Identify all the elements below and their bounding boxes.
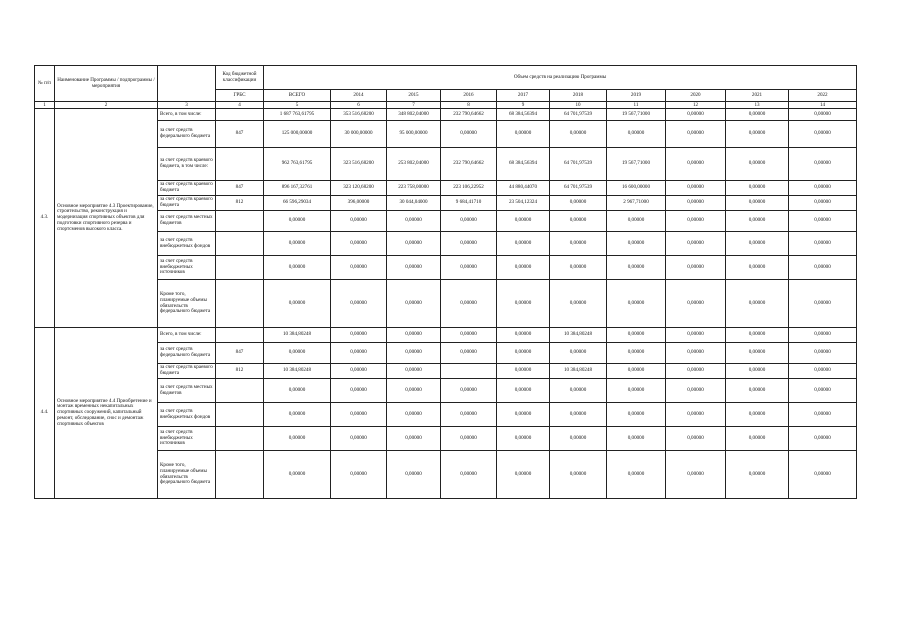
column-number: 10 (550, 102, 607, 109)
amount-cell: 0,00000 (726, 379, 789, 403)
table-row (35, 451, 857, 499)
grbs-code: 812 (216, 196, 264, 211)
amount-cell: 0,00000 (666, 451, 726, 499)
amount-cell: 0,00000 (726, 343, 789, 364)
table-row (35, 403, 857, 427)
amount-cell: 0,00000 (441, 232, 497, 256)
amount-cell: 0,00000 (387, 280, 441, 328)
amount-cell: 0,00000 (331, 211, 387, 232)
table-row (35, 256, 857, 280)
amount-cell: 396,00000 (331, 196, 387, 211)
table-row (35, 232, 857, 256)
amount-cell: 0,00000 (789, 181, 857, 196)
column-number: 12 (666, 102, 726, 109)
amount-cell: 0,00000 (497, 343, 550, 364)
amount-cell: 223 106,22952 (441, 181, 497, 196)
amount-cell: 0,00000 (726, 109, 789, 121)
amount-cell: 0,00000 (264, 256, 331, 280)
amount-cell: 30 044,04000 (387, 196, 441, 211)
document-page (34, 65, 856, 499)
table-row (35, 427, 857, 451)
funding-source: за счет средств краевого бюджета (158, 181, 216, 196)
column-number: 6 (331, 102, 387, 109)
grbs-code (216, 211, 264, 232)
amount-cell: 0,00000 (497, 232, 550, 256)
amount-cell: 0,00000 (726, 403, 789, 427)
amount-cell: 323 516,68200 (331, 148, 387, 181)
amount-cell: 19 567,71000 (607, 109, 666, 121)
amount-cell: 68 384,56394 (497, 148, 550, 181)
section-number: 4.4. (35, 328, 55, 499)
grbs-code: 847 (216, 181, 264, 196)
grbs-code: 847 (216, 121, 264, 148)
amount-cell: 0,00000 (331, 379, 387, 403)
amount-cell: 0,00000 (607, 256, 666, 280)
table-row (35, 328, 857, 343)
column-number: 7 (387, 102, 441, 109)
funding-source: за счет средств внебюджетных источников (158, 256, 216, 280)
section-name: Основное мероприятие 4.3 Проектирование, строительство, реконструкция и модернизация спортивных объектов для подготовки спортивного резерва и спортсменов высокого класса. (55, 109, 158, 328)
amount-cell: 1 687 763,61795 (264, 109, 331, 121)
table-row (35, 148, 857, 181)
amount-cell: 323 120,68200 (331, 181, 387, 196)
amount-cell: 0,00000 (726, 451, 789, 499)
amount-cell: 0,00000 (666, 343, 726, 364)
funding-source: за счет средств местных бюджетов (158, 211, 216, 232)
header-grbs: ГРБС (216, 90, 264, 102)
amount-cell: 0,00000 (331, 343, 387, 364)
amount-cell: 0,00000 (331, 403, 387, 427)
funding-source: Кроме того, планируемые объемы обязательств федерального бюджета (158, 280, 216, 328)
amount-cell: 0,00000 (387, 343, 441, 364)
amount-cell: 0,00000 (497, 379, 550, 403)
amount-cell: 0,00000 (441, 451, 497, 499)
amount-cell: 0,00000 (789, 280, 857, 328)
amount-cell: 348 802,04000 (387, 109, 441, 121)
column-number: 4 (216, 102, 264, 109)
amount-cell: 0,00000 (666, 121, 726, 148)
amount-cell: 0,00000 (550, 427, 607, 451)
amount-cell: 0,00000 (264, 451, 331, 499)
amount-cell: 0,00000 (550, 280, 607, 328)
funding-source: за счет средств местных бюджетов (158, 379, 216, 403)
amount-cell (441, 364, 497, 379)
amount-cell: 353 516,68200 (331, 109, 387, 121)
grbs-code (216, 379, 264, 403)
grbs-code: 847 (216, 343, 264, 364)
amount-cell: 0,00000 (497, 280, 550, 328)
amount-cell: 0,00000 (607, 280, 666, 328)
amount-cell: 0,00000 (441, 343, 497, 364)
amount-cell: 0,00000 (726, 211, 789, 232)
amount-cell: 0,00000 (550, 343, 607, 364)
header-blank-col (158, 66, 216, 102)
amount-cell: 68 384,56394 (497, 109, 550, 121)
column-number: 14 (789, 102, 857, 109)
amount-cell: 64 701,97539 (550, 181, 607, 196)
amount-cell: 0,00000 (441, 121, 497, 148)
column-number: 2 (55, 102, 158, 109)
amount-cell: 0,00000 (387, 451, 441, 499)
amount-cell: 0,00000 (387, 364, 441, 379)
amount-cell: 10 384,80248 (264, 364, 331, 379)
amount-cell: 962 763,61795 (264, 148, 331, 181)
amount-cell: 0,00000 (387, 256, 441, 280)
program-funding-table (34, 65, 857, 499)
table-row (35, 280, 857, 328)
amount-cell: 0,00000 (607, 451, 666, 499)
amount-cell: 0,00000 (726, 427, 789, 451)
grbs-code (216, 148, 264, 181)
header-year-2: 2015 (387, 90, 441, 102)
amount-cell: 0,00000 (441, 427, 497, 451)
amount-cell: 232 790,64662 (441, 109, 497, 121)
funding-source: за счет средств внебюджетных источников (158, 427, 216, 451)
amount-cell: 0,00000 (550, 379, 607, 403)
funding-source: за счет средств краевого бюджета (158, 196, 216, 211)
amount-cell: 66 596,29034 (264, 196, 331, 211)
grbs-code (216, 427, 264, 451)
amount-cell: 0,00000 (666, 328, 726, 343)
amount-cell: 9 684,41710 (441, 196, 497, 211)
amount-cell: 0,00000 (789, 211, 857, 232)
amount-cell: 0,00000 (607, 211, 666, 232)
header-year-0: ВСЕГО (264, 90, 331, 102)
amount-cell: 0,00000 (789, 196, 857, 211)
grbs-code (216, 256, 264, 280)
header-code-col: Код бюджетной классификации (216, 66, 264, 90)
amount-cell: 0,00000 (666, 232, 726, 256)
amount-cell: 0,00000 (726, 280, 789, 328)
header-name-col: Наименование Программы / подпрограммы / мероприятия (55, 66, 158, 102)
amount-cell: 0,00000 (441, 379, 497, 403)
amount-cell: 0,00000 (789, 109, 857, 121)
funding-source: за счет средств внебюджетных фондов (158, 403, 216, 427)
amount-cell: 0,00000 (550, 121, 607, 148)
amount-cell: 0,00000 (387, 379, 441, 403)
amount-cell: 0,00000 (789, 328, 857, 343)
amount-cell: 0,00000 (607, 364, 666, 379)
header-volume-col: Объем средств на реализацию Программы (264, 66, 857, 90)
grbs-code: 812 (216, 364, 264, 379)
amount-cell: 0,00000 (666, 196, 726, 211)
header-year-9: 2022 (789, 90, 857, 102)
funding-source: за счет средств федерального бюджета (158, 343, 216, 364)
amount-cell: 0,00000 (550, 232, 607, 256)
amount-cell: 0,00000 (666, 280, 726, 328)
amount-cell: 0,00000 (497, 364, 550, 379)
table-row (35, 109, 857, 121)
funding-source: за счет средств внебюджетных фондов (158, 232, 216, 256)
column-number: 5 (264, 102, 331, 109)
amount-cell: 0,00000 (789, 379, 857, 403)
amount-cell: 0,00000 (666, 109, 726, 121)
funding-source: Кроме того, планируемые объемы обязательств федерального бюджета (158, 451, 216, 499)
amount-cell: 0,00000 (726, 256, 789, 280)
funding-source: за счет средств краевого бюджета (158, 364, 216, 379)
funding-source: Всего, в том числе: (158, 109, 216, 121)
amount-cell: 0,00000 (264, 379, 331, 403)
amount-cell: 10 384,80248 (550, 364, 607, 379)
amount-cell: 30 000,00000 (331, 121, 387, 148)
amount-cell: 10 384,80248 (264, 328, 331, 343)
amount-cell: 0,00000 (331, 256, 387, 280)
amount-cell: 0,00000 (666, 403, 726, 427)
amount-cell: 0,00000 (666, 379, 726, 403)
grbs-code (216, 403, 264, 427)
amount-cell: 0,00000 (607, 328, 666, 343)
amount-cell: 223 758,00000 (387, 181, 441, 196)
amount-cell: 16 600,00000 (607, 181, 666, 196)
amount-cell: 10 384,80248 (550, 328, 607, 343)
header-year-3: 2016 (441, 90, 497, 102)
header-year-4: 2017 (497, 90, 550, 102)
amount-cell: 0,00000 (331, 364, 387, 379)
column-number: 1 (35, 102, 55, 109)
amount-cell: 0,00000 (441, 403, 497, 427)
amount-cell: 0,00000 (666, 427, 726, 451)
amount-cell: 0,00000 (387, 211, 441, 232)
amount-cell: 0,00000 (789, 148, 857, 181)
amount-cell: 0,00000 (331, 232, 387, 256)
amount-cell: 0,00000 (789, 121, 857, 148)
amount-cell: 0,00000 (789, 451, 857, 499)
amount-cell: 0,00000 (726, 181, 789, 196)
amount-cell: 0,00000 (441, 328, 497, 343)
table-row (35, 379, 857, 403)
amount-cell: 64 701,97539 (550, 148, 607, 181)
amount-cell: 0,00000 (550, 196, 607, 211)
amount-cell: 0,00000 (607, 343, 666, 364)
amount-cell: 0,00000 (666, 256, 726, 280)
amount-cell: 0,00000 (497, 256, 550, 280)
amount-cell: 0,00000 (331, 328, 387, 343)
amount-cell: 0,00000 (607, 121, 666, 148)
column-number: 9 (497, 102, 550, 109)
amount-cell: 0,00000 (607, 232, 666, 256)
amount-cell: 0,00000 (607, 379, 666, 403)
amount-cell: 0,00000 (264, 403, 331, 427)
amount-cell: 64 701,97539 (550, 109, 607, 121)
amount-cell: 0,00000 (726, 121, 789, 148)
amount-cell: 0,00000 (331, 280, 387, 328)
amount-cell: 0,00000 (387, 403, 441, 427)
funding-source: за счет средств краевого бюджета, в том числе: (158, 148, 216, 181)
amount-cell: 44 880,44070 (497, 181, 550, 196)
grbs-code (216, 451, 264, 499)
amount-cell: 0,00000 (726, 328, 789, 343)
amount-cell: 0,00000 (441, 280, 497, 328)
header-year-5: 2018 (550, 90, 607, 102)
amount-cell: 0,00000 (666, 181, 726, 196)
amount-cell: 23 504,12324 (497, 196, 550, 211)
amount-cell: 0,00000 (550, 256, 607, 280)
amount-cell: 0,00000 (331, 451, 387, 499)
grbs-code (216, 280, 264, 328)
section-name: Основное мероприятие 4.4 Приобретение и монтаж временных некапитальных спортивных сооружений, капитальный ремонт, обследование, снос и демонтаж спортивных объектов (55, 328, 158, 499)
amount-cell: 0,00000 (387, 232, 441, 256)
amount-cell: 0,00000 (666, 364, 726, 379)
amount-cell: 125 000,00000 (264, 121, 331, 148)
amount-cell: 0,00000 (789, 364, 857, 379)
funding-source: за счет средств федерального бюджета (158, 121, 216, 148)
amount-cell: 0,00000 (331, 427, 387, 451)
amount-cell: 0,00000 (550, 211, 607, 232)
amount-cell: 0,00000 (550, 403, 607, 427)
amount-cell: 0,00000 (264, 343, 331, 364)
grbs-code (216, 232, 264, 256)
amount-cell: 95 000,00000 (387, 121, 441, 148)
amount-cell: 2 967,71000 (607, 196, 666, 211)
amount-cell: 0,00000 (789, 343, 857, 364)
amount-cell: 0,00000 (264, 232, 331, 256)
amount-cell: 0,00000 (497, 451, 550, 499)
amount-cell: 0,00000 (497, 427, 550, 451)
section-number: 4.3. (35, 109, 55, 328)
table-row (35, 181, 857, 196)
amount-cell: 0,00000 (264, 211, 331, 232)
amount-cell: 0,00000 (387, 328, 441, 343)
amount-cell: 232 790,64662 (441, 148, 497, 181)
amount-cell: 0,00000 (726, 364, 789, 379)
amount-cell: 0,00000 (726, 196, 789, 211)
table-row (35, 343, 857, 364)
amount-cell: 0,00000 (607, 427, 666, 451)
amount-cell: 0,00000 (264, 427, 331, 451)
funding-source: Всего, в том числе: (158, 328, 216, 343)
amount-cell: 0,00000 (726, 232, 789, 256)
amount-cell: 0,00000 (550, 451, 607, 499)
column-number: 11 (607, 102, 666, 109)
amount-cell: 0,00000 (497, 121, 550, 148)
column-number: 8 (441, 102, 497, 109)
amount-cell: 0,00000 (497, 211, 550, 232)
amount-cell: 896 167,32761 (264, 181, 331, 196)
amount-cell: 0,00000 (789, 403, 857, 427)
table-row (35, 211, 857, 232)
amount-cell: 0,00000 (387, 427, 441, 451)
amount-cell: 0,00000 (607, 403, 666, 427)
amount-cell: 0,00000 (497, 328, 550, 343)
column-number: 13 (726, 102, 789, 109)
amount-cell: 0,00000 (666, 148, 726, 181)
amount-cell: 0,00000 (666, 211, 726, 232)
amount-cell: 0,00000 (789, 232, 857, 256)
header-year-6: 2019 (607, 90, 666, 102)
header-year-8: 2021 (726, 90, 789, 102)
table-row (35, 364, 857, 379)
amount-cell: 0,00000 (497, 403, 550, 427)
column-number: 3 (158, 102, 216, 109)
header-year-7: 2020 (666, 90, 726, 102)
header-year-1: 2014 (331, 90, 387, 102)
amount-cell: 0,00000 (441, 211, 497, 232)
amount-cell: 0,00000 (726, 148, 789, 181)
amount-cell: 0,00000 (789, 256, 857, 280)
grbs-code (216, 328, 264, 343)
amount-cell: 19 567,71000 (607, 148, 666, 181)
amount-cell: 253 802,04000 (387, 148, 441, 181)
amount-cell: 0,00000 (789, 427, 857, 451)
table-row (35, 121, 857, 148)
table-row (35, 196, 857, 211)
grbs-code (216, 109, 264, 121)
header-num-col: № п/п (35, 66, 55, 102)
amount-cell: 0,00000 (264, 280, 331, 328)
amount-cell: 0,00000 (441, 256, 497, 280)
